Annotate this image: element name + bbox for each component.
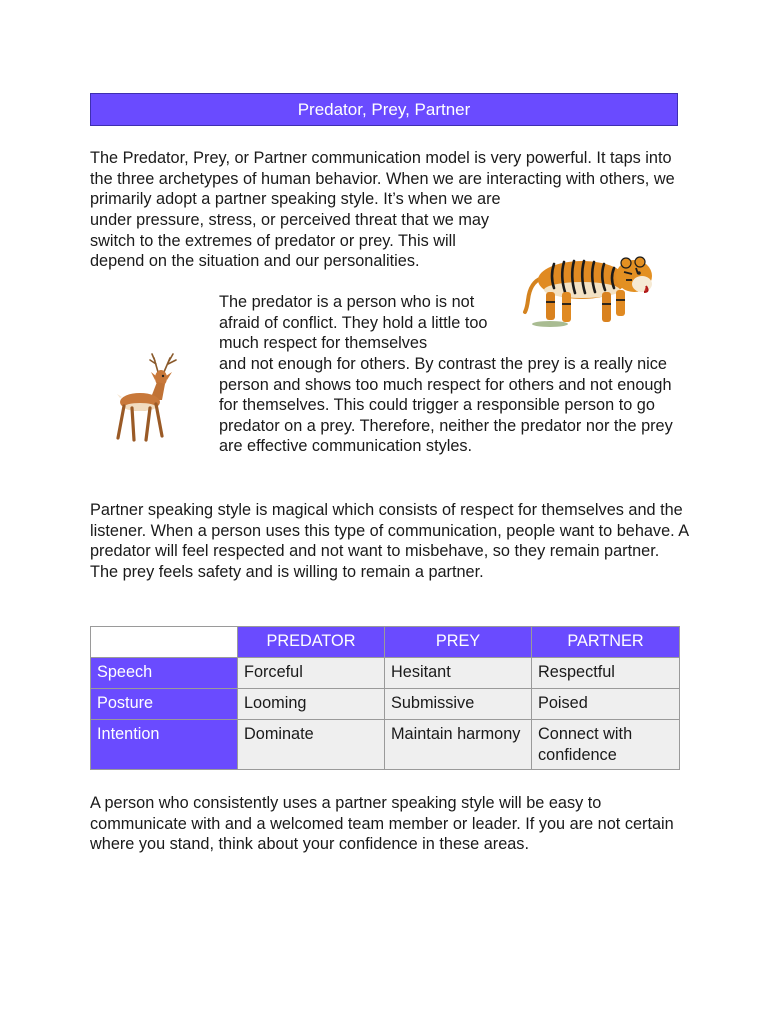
table-header-partner: PARTNER [532, 627, 680, 658]
deer-image [110, 352, 182, 444]
row-label-intention: Intention [91, 720, 238, 770]
table-row [91, 720, 680, 770]
row-label-speech: Speech [91, 658, 238, 689]
predator-paragraph-wide: and not enough for others. By contrast the prey is a really nice person and shows too much respect for others and not enough for themselves. This could trigger a responsible person to go predator on a prey. Therefore, neither the predator nor the prey are effective communication styles. [219, 355, 673, 456]
table-header-predator: PREDATOR [238, 627, 385, 658]
tiger-image [520, 238, 660, 330]
table-cell: Hesitant [385, 658, 532, 689]
intro-paragraph-full: The Predator, Prey, or Partner communication model is very powerful. It taps into the three archetypes of human behavior. When we are interacting with others, we primarily adopt a partner speaking style. It’s when we are [90, 149, 675, 209]
table-cell: Poised [532, 689, 680, 720]
table-cell: Dominate [238, 720, 385, 770]
intro-paragraph-narrow: under pressure, stress, or perceived threat that we may switch to the extremes of predator or prey. This will depend on the situation and our personalities. [90, 211, 490, 271]
closing-paragraph: A person who consistently uses a partner speaking style will be easy to communicate with and a welcomed team member or leader. If you are not certain where you stand, think about your confidence in these areas. [90, 794, 674, 854]
table-cell: Looming [238, 689, 385, 720]
table-header-blank [91, 627, 238, 658]
table-cell: Maintain harmony [385, 720, 532, 770]
table-cell: Respectful [532, 658, 680, 689]
table-row [91, 658, 680, 689]
partner-paragraph: Partner speaking style is magical which consists of respect for themselves and the listener. When a person uses this type of communication, people want to behave. A predator will feel respected and not want to misbehave, so they remain partner. The prey feels safety and is willing to remain a partner. [90, 501, 689, 581]
page-title: Predator, Prey, Partner [90, 93, 678, 126]
table-cell: Connect with confidence [532, 720, 680, 770]
row-label-posture: Posture [91, 689, 238, 720]
predator-paragraph-narrow: The predator is a person who is not afraid of conflict. They hold a little too much respect for themselves [219, 293, 488, 353]
table-row [91, 689, 680, 720]
comparison-table [90, 626, 680, 770]
table-cell: Forceful [238, 658, 385, 689]
table-header-row [91, 627, 680, 658]
table-header-prey: PREY [385, 627, 532, 658]
table-cell: Submissive [385, 689, 532, 720]
